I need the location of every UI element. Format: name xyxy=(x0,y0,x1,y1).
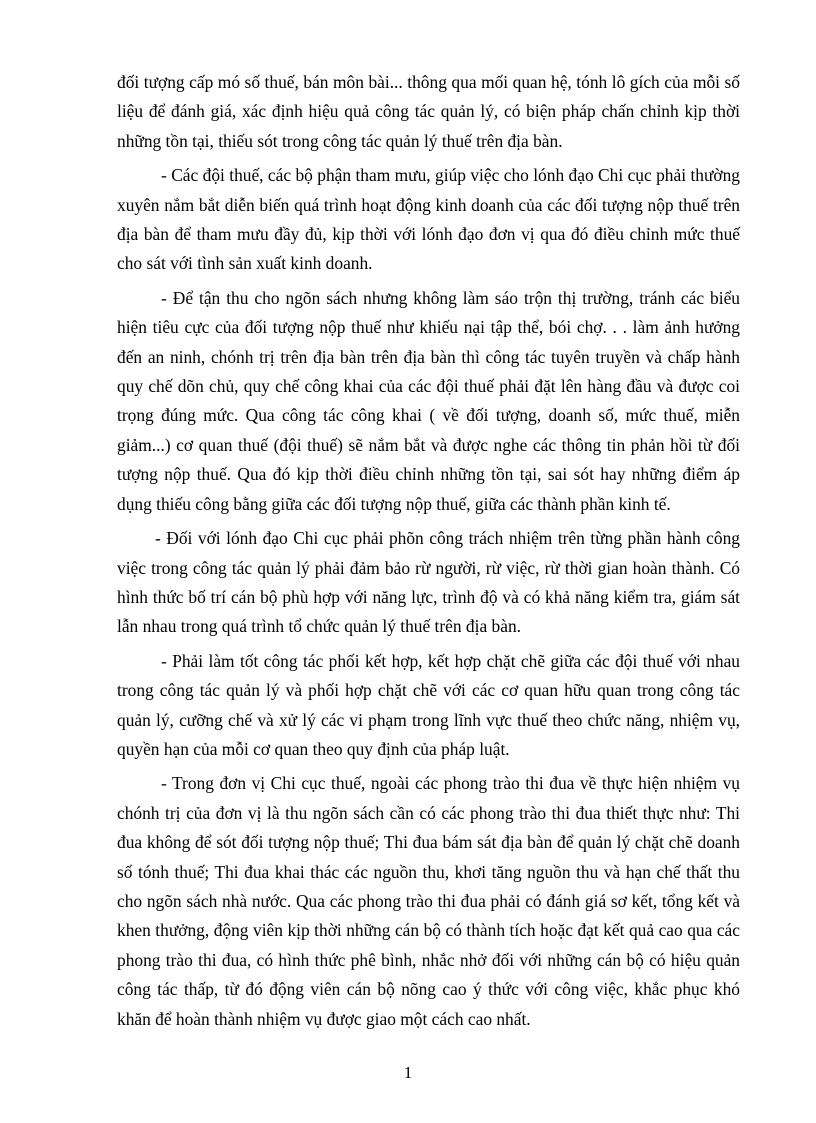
paragraph-leadership: - Đối với lónh đạo Chi cục phải phõn công trách nhiệm trên từng phần hành công việc trong công tác quản lý phải đảm bảo rừ người, rừ việc, rừ thời gian hoàn thành. Có hình thức bố trí cán bộ phù hợp với năng lực, trình độ và có khả năng kiểm tra, giám sát lẫn nhau trong quá trình tổ chức quản lý thuế trên địa bàn. xyxy=(117,528,740,637)
paragraph-revenue-collection: - Để tận thu cho ngõn sách nhưng không làm sáo trộn thị trường, tránh các biểu hiện tiêu cực của đối tượng nộp thuế như khiếu nại tập thể, bói chợ. . . làm ảnh hưởng đến an ninh, chónh trị trên địa bàn trên địa bàn thì công tác tuyên truyền và chấp hành quy chế dõn chủ, quy chế công khai của các đội thuế phải đặt lên hàng đầu và được coi trọng đúng mức. Qua công tác công khai ( về đối tượng, doanh số, mức thuế, miễn giảm...) cơ quan thuế (đội thuế) sẽ nắm bắt và được nghe các thông tin phản hồi từ đối tượng nộp thuế. Qua đó kịp thời điều chỉnh những tồn tại, sai sót hay những điểm áp dụng thiếu công bằng giữa các đối tượng nộp thuế, giữa các thành phần kinh tế. xyxy=(117,287,740,514)
paragraph-coordination: - Phải làm tốt công tác phối kết hợp, kết hợp chặt chẽ giữa các đội thuế với nhau trong công tác quản lý và phối hợp chặt chẽ với các cơ quan hữu quan trong công tác quản lý, cưỡng chế và xử lý các vi phạm trong lĩnh vực thuế theo chức năng, nhiệm vụ, quyền hạn của mỗi cơ quan theo quy định của pháp luật. xyxy=(117,650,740,759)
paragraph-tax-teams: - Các đội thuế, các bộ phận tham mưu, giúp việc cho lónh đạo Chi cục phải thường xuyên nắm bắt diễn biến quá trình hoạt động kinh doanh của các đối tượng nộp thuế trên địa bàn để tham mưu đầy đủ, kịp thời với lónh đạo đơn vị qua đó điều chỉnh mức thuế cho sát với tình sản xuất kinh doanh. xyxy=(117,165,740,274)
document-body xyxy=(117,68,740,1039)
paragraph-continuation: đối tượng cấp mó số thuế, bán môn bài... thông qua mối quan hệ, tónh lô gích của mỗi số liệu để đánh giá, xác định hiệu quả công tác quản lý, có biện pháp chấn chỉnh kịp thời những tồn tại, thiếu sót trong công tác quản lý thuế trên địa bàn. xyxy=(117,72,740,151)
paragraph-emulation: - Trong đơn vị Chi cục thuế, ngoài các phong trào thi đua về thực hiện nhiệm vụ chónh trị của đơn vị là thu ngõn sách cần có các phong trào thi đua thiết thực như: Thi đua không để sót đối tượng nộp thuế; Thi đua bám sát địa bàn để quản lý chặt chẽ doanh số tónh thuế; Thi đua khai thác các nguồn thu, khơi tăng nguồn thu và hạn chế thất thu cho ngõn sách nhà nước. Qua các phong trào thi đua phải có đánh giá sơ kết, tổng kết và khen thưởng, động viên kịp thời những cán bộ có thành tích hoặc đạt kết quả cao qua các phong trào thi đua, có hình thức phê bình, nhắc nhở đối với những cán bộ có hiệu quản công tác thấp, từ đó động viên cán bộ nõng cao ý thức với công việc, khắc phục khó khăn để hoàn thành nhiệm vụ được giao một cách cao nhất. xyxy=(117,773,740,1029)
page-number: 1 xyxy=(403,1063,413,1082)
